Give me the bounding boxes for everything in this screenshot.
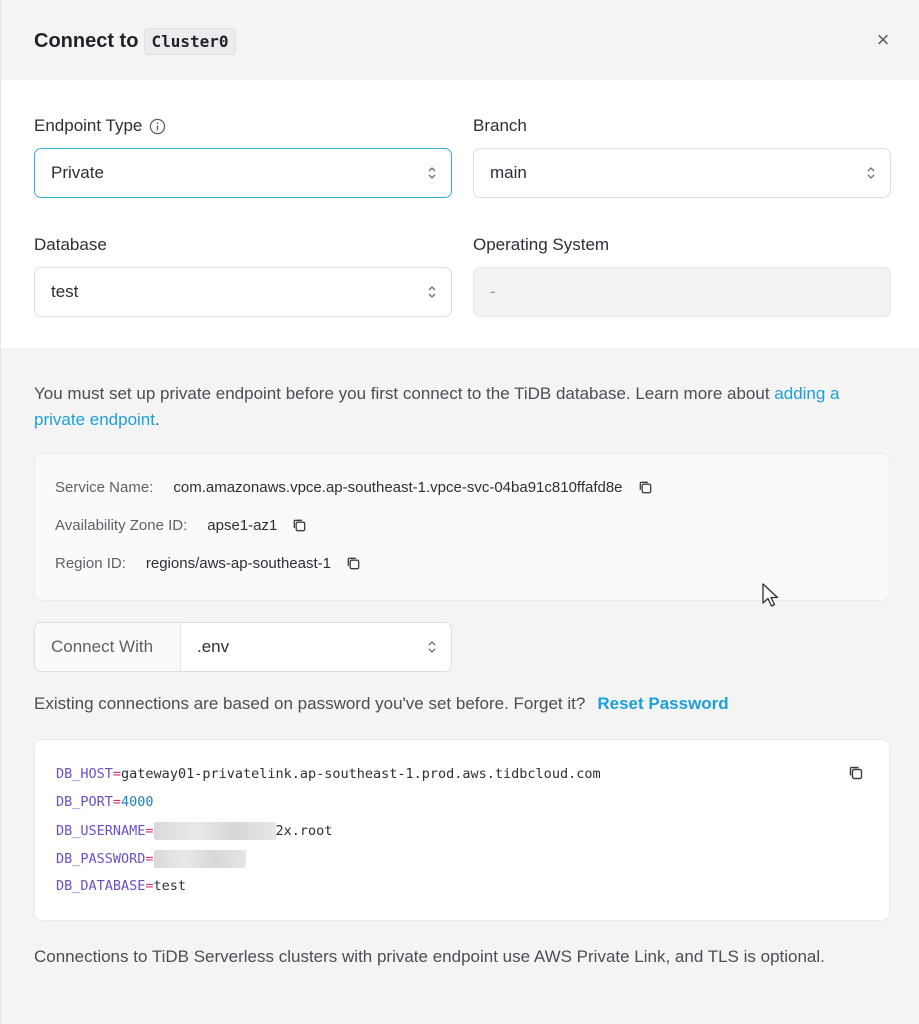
private-endpoint-note	[34, 381, 884, 433]
existing-connections-note	[34, 694, 729, 714]
env-eq: =	[112, 794, 122, 810]
endpoint-type-select[interactable]	[34, 148, 452, 198]
dialog-title-prefix: Connect to	[34, 30, 139, 52]
operating-system-select	[473, 267, 891, 317]
chevron-up-down-icon	[427, 639, 437, 655]
env-code-block	[34, 739, 890, 921]
availability-zone-key: Availability Zone ID:	[55, 517, 188, 534]
availability-zone-row	[55, 517, 308, 534]
env-line-username	[56, 822, 332, 840]
env-value: 2x.root	[275, 823, 333, 839]
region-id-row	[55, 555, 362, 572]
chevron-up-down-icon	[427, 165, 437, 181]
service-name-row	[55, 479, 654, 496]
dialog-title	[34, 28, 236, 55]
endpoint-type-label	[34, 116, 166, 136]
env-value: gateway01-privatelink.ap-southeast-1.prod.aws.tidbcloud.com	[121, 766, 601, 782]
availability-zone-value: apse1-az1	[207, 517, 278, 534]
endpoint-type-value: Private	[51, 163, 104, 182]
branch-value: main	[490, 163, 527, 182]
service-name-value: com.amazonaws.vpce.ap-southeast-1.vpce-svc-04ba91c810ffafd8e	[173, 479, 623, 496]
connect-with-value[interactable]	[181, 623, 451, 671]
env-key: DB_PORT	[56, 794, 113, 810]
env-eq: =	[112, 766, 122, 782]
env-line-password	[56, 850, 246, 868]
mouse-cursor-icon	[761, 582, 781, 610]
redacted-username	[154, 822, 276, 840]
connection-details	[1, 348, 919, 1024]
operating-system-label: Operating System	[473, 235, 610, 254]
copy-icon[interactable]	[847, 764, 865, 782]
service-name-key: Service Name:	[55, 479, 154, 496]
database-value: test	[51, 282, 79, 301]
redacted-password	[154, 850, 246, 868]
chevron-up-down-icon	[427, 284, 437, 300]
operating-system-value: -	[490, 282, 496, 301]
env-key: DB_USERNAME	[56, 823, 146, 839]
info-icon[interactable]	[149, 118, 166, 135]
reset-password-link[interactable]: Reset Password	[597, 694, 729, 713]
env-eq: =	[145, 878, 154, 894]
env-key: DB_PASSWORD	[56, 851, 146, 867]
branch-select[interactable]	[473, 148, 891, 198]
copy-icon[interactable]	[345, 555, 362, 572]
cluster-name-chip: Cluster0	[144, 28, 235, 55]
connect-with-label: Connect With	[35, 623, 181, 671]
endpoint-info-card	[34, 453, 890, 601]
footer-note: Connections to TiDB Serverless clusters with private endpoint use AWS Private Link, and TLS is optional.	[34, 947, 825, 966]
adding-private-endpoint-link[interactable]: adding a private endpoint	[34, 384, 840, 429]
connect-with-select[interactable]	[34, 622, 452, 672]
connection-settings	[1, 80, 919, 348]
copy-icon[interactable]	[291, 517, 308, 534]
region-id-key: Region ID:	[55, 555, 126, 572]
private-note-suffix: .	[154, 410, 160, 429]
env-line-port	[56, 794, 154, 810]
env-line-database	[56, 878, 186, 894]
close-icon[interactable]: ×	[876, 27, 890, 52]
database-label: Database	[34, 235, 107, 254]
env-value: 4000	[121, 794, 154, 810]
copy-icon[interactable]	[637, 479, 654, 496]
database-select[interactable]	[34, 267, 452, 317]
env-eq: =	[145, 823, 154, 839]
private-note-text: You must set up private endpoint before you first connect to the TiDB database. Learn more about	[34, 384, 775, 403]
chevron-up-down-icon	[866, 165, 876, 181]
env-eq: =	[145, 851, 154, 867]
endpoint-type-label-text: Endpoint Type	[34, 116, 143, 135]
env-value: test	[153, 878, 187, 894]
branch-label: Branch	[473, 116, 527, 135]
dialog-header	[1, 0, 919, 80]
existing-connections-text: Existing connections are based on password you've set before. Forget it?	[34, 694, 586, 713]
env-line-host	[56, 766, 601, 782]
env-key: DB_DATABASE	[56, 878, 146, 894]
region-id-value: regions/aws-ap-southeast-1	[145, 555, 331, 572]
connect-with-value-text: .env	[197, 637, 230, 656]
env-key: DB_HOST	[56, 766, 113, 782]
